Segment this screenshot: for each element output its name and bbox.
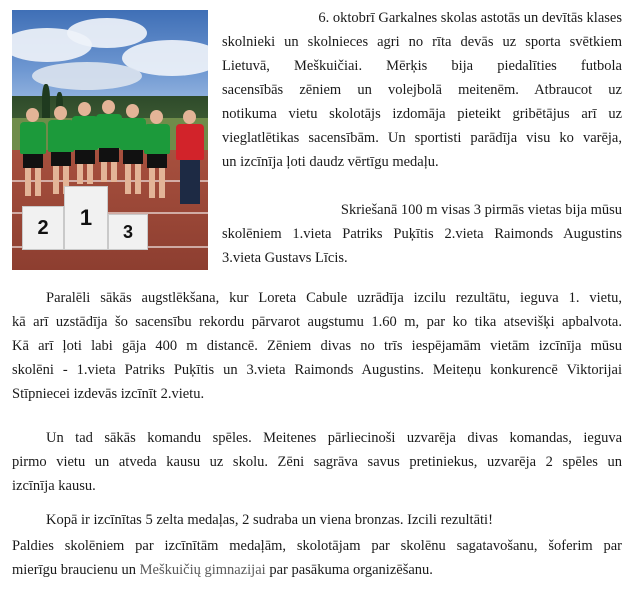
paragraph-5: Kopā ir izcīnītas 5 zelta medaļas, 2 sudraba un viena bronzas. Izcili rezultāti!: [46, 512, 493, 528]
paragraph-1: 6. oktobrī Garkalnes skolas astotās un devītās klases skolnieki un skolnieces agri no rīta devās uz sporta svētkiem Lietuvā, Meškuičiai. Mērķis bija piedalīties futbola sacensībās zēniem un volejbolā meitenēm. Atbraucot uz notikuma vietu skolotājs izdomāja pieteikt gribētājus arī uz vieglatlētikas sacensībām. Un sportisti parādīja visu ko varēja, un izcīnīja ļoti daudz vērtīgu medaļu.: [222, 10, 622, 170]
paragraph-4: Un tad sākās komandu spēles. Meitenes pārliecinoši uzvarēja divas komandas, ieguva pirmo vietu un atveda kausu uz skolu. Zēni sagrāva savus pretiniekus, uzvarēja 2 spēles un izcīnīja kausu.: [12, 430, 622, 494]
podium-first: 1: [64, 186, 108, 250]
paragraph-6: Paldies skolēniem par izcīnītām medaļām, skolotājam par skolēnu sagatavošanu, šoferim par mierīgu braucienu un Meškuičių gimnazijai par pasākuma organizēšanu.: [12, 534, 622, 582]
paragraph-3: Paralēli sākās augstlēkšana, kur Loreta Cabule uzrādīja izcilu rezultātu, ieguva 1. vietu, kā arī uzstādīja šo sacensību rekordu pārvarot augstumu 1.60 m, par ko tika atsevišķi apbalvota. Kā arī ļoti labi gāja 400 m distancē. Zēniem divas no trīs iespējamām vietām izcīnīja mūsu skolēni - 1.vieta Patriks Puķītis un 3.vieta Raimonds Augustins. Meiteņu konkurencē Viktorijai Stīpniecei izdevās izcīnīt 2.vietu.: [12, 290, 622, 402]
paragraph-2: Skriešanā 100 m visas 3 pirmās vietas bija mūsu skolēniem 1.vieta Patriks Puķītis 2.vieta Raimonds Augustins 3.vieta Gustavs Līcis.: [222, 202, 622, 266]
team-photo: [12, 10, 208, 270]
podium-third: 3: [108, 214, 148, 250]
school-link[interactable]: Meškuičių gimnazijai: [139, 562, 266, 578]
paragraph-6-line-2: mierīgu braucienu un Meškuičių gimnazijai par pasākuma organizēšanu.: [12, 562, 433, 578]
podium-second: 2: [22, 206, 64, 250]
